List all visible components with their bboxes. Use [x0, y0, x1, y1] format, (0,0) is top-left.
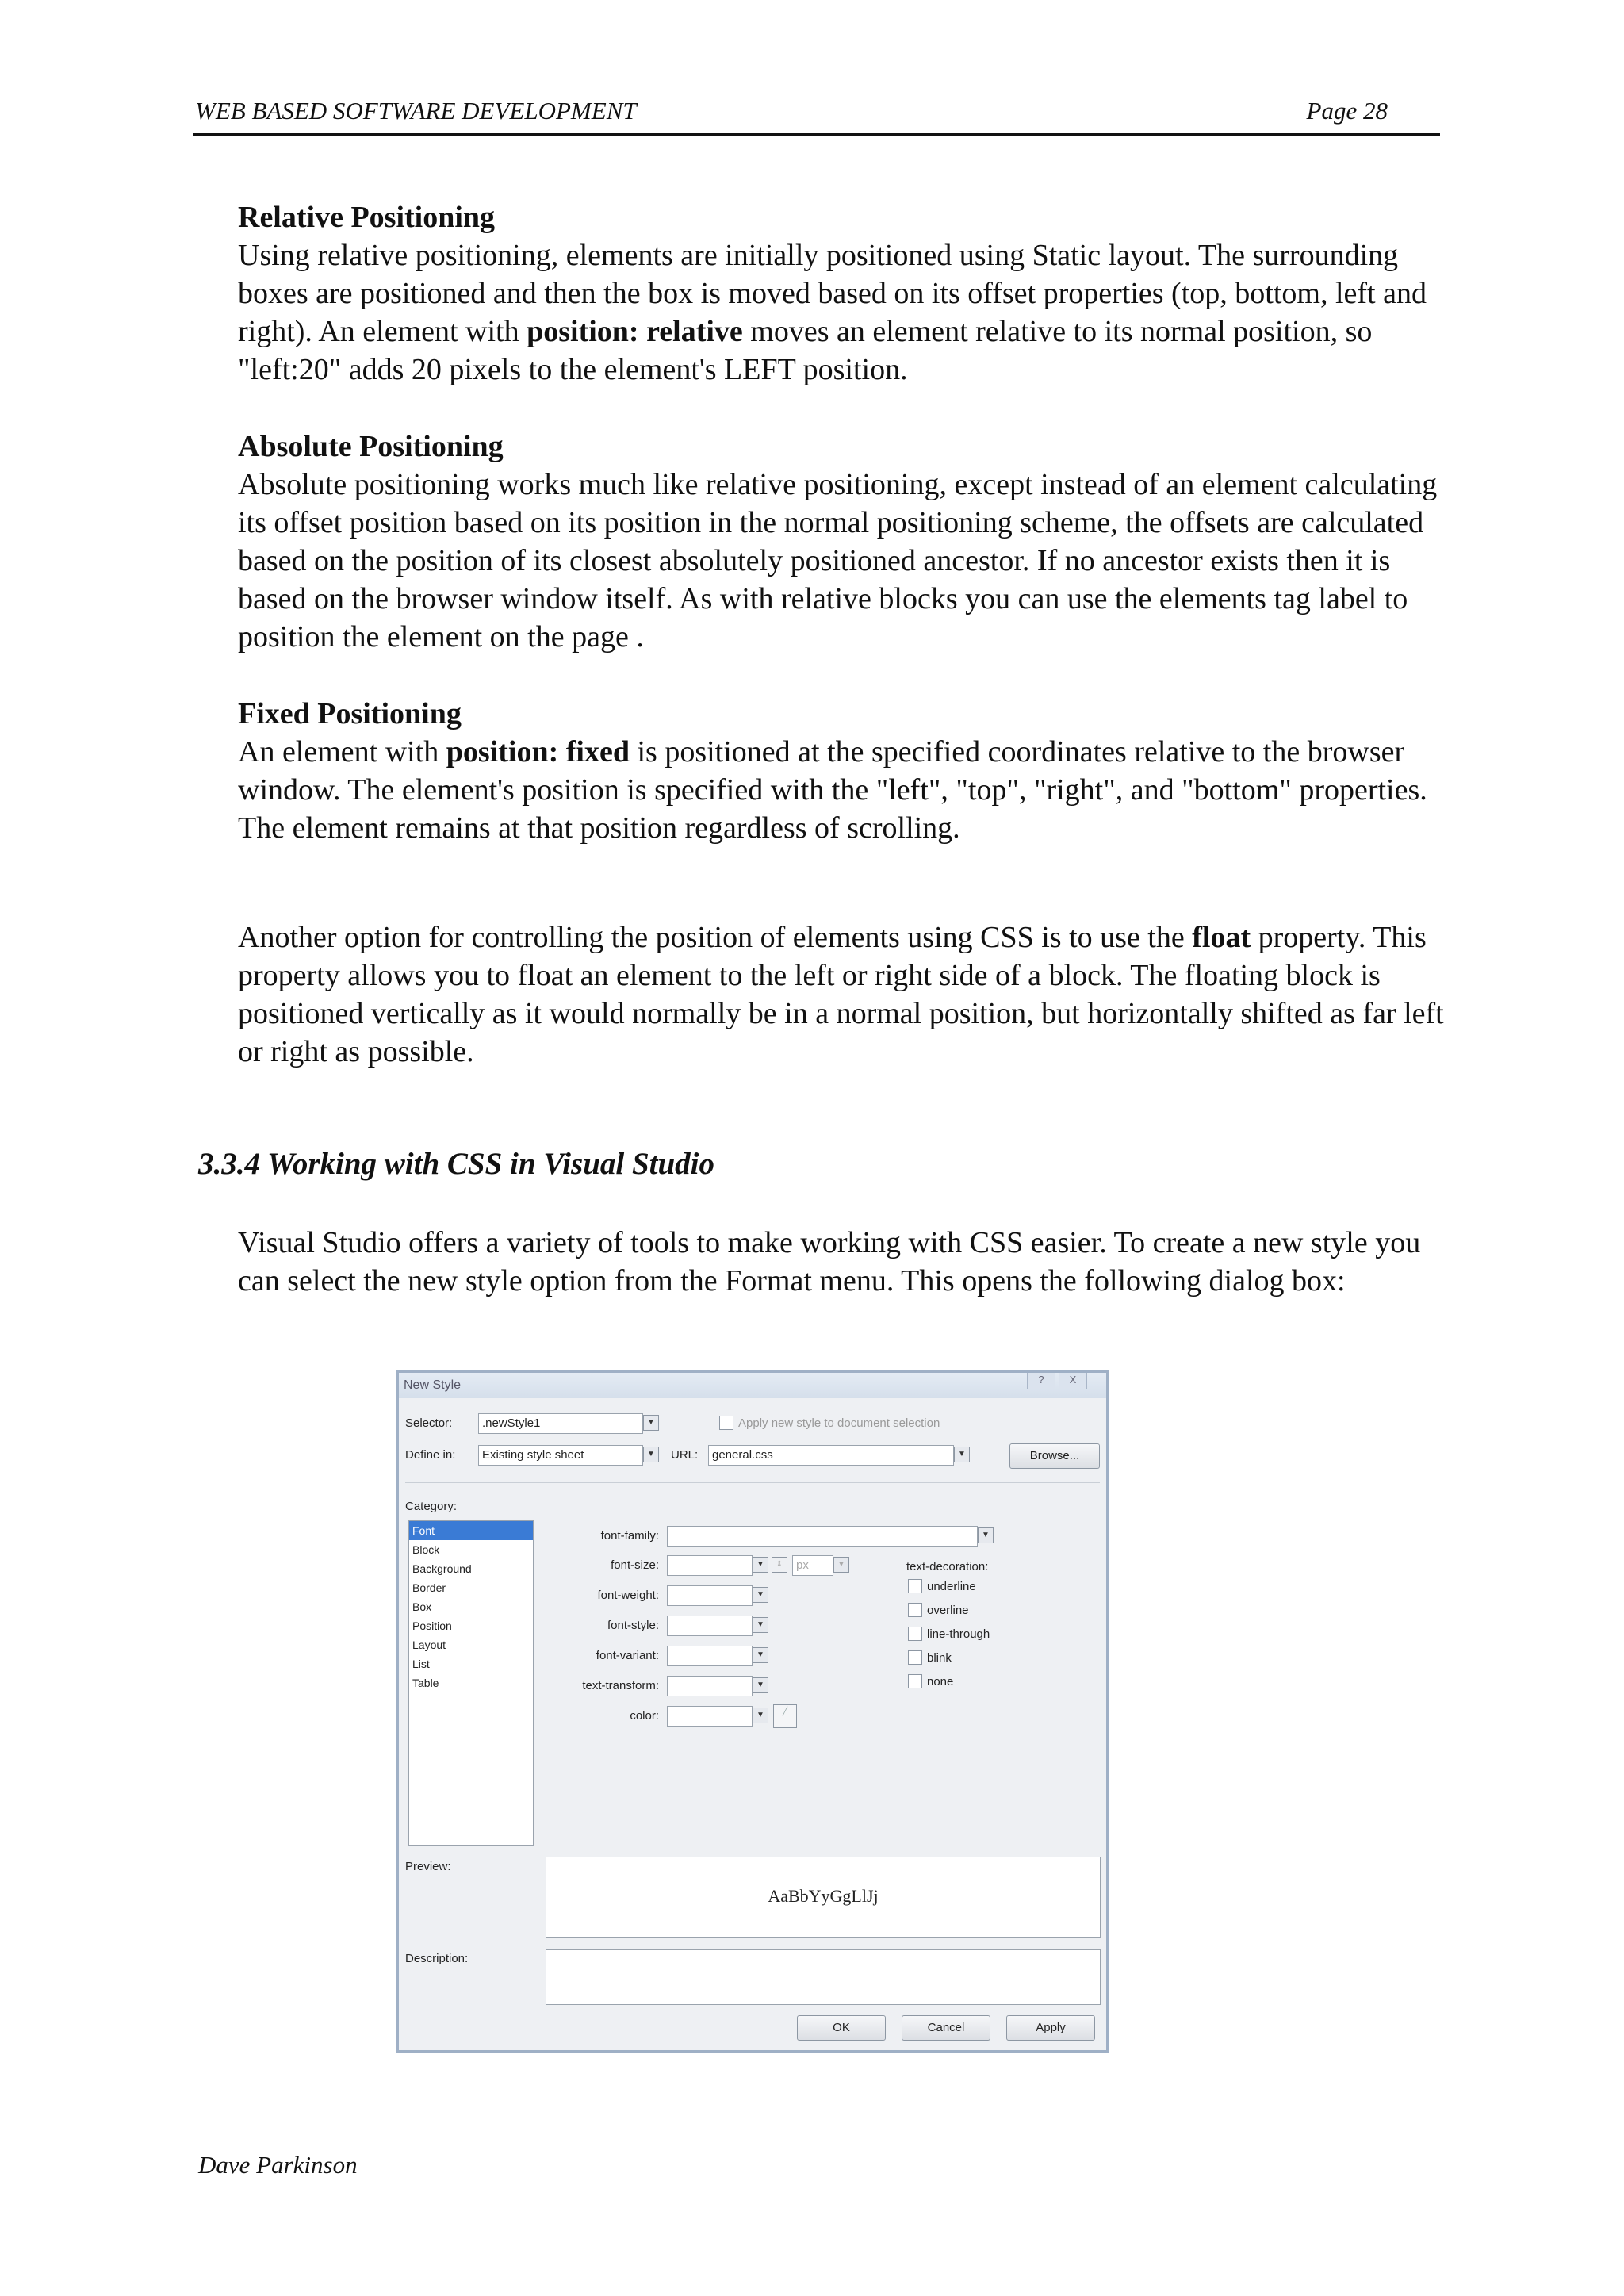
font-size-unit-select[interactable]: px [792, 1555, 833, 1576]
define-in-dropdown-icon[interactable]: ▼ [643, 1447, 659, 1462]
apply-selection-checkbox[interactable] [719, 1416, 733, 1430]
divider [405, 1482, 1100, 1483]
category-item-table[interactable]: Table [412, 1677, 439, 1689]
category-item-position[interactable]: Position [412, 1619, 452, 1632]
browse-button[interactable]: Browse... [1009, 1443, 1100, 1469]
relative-text-1: Using relative positioning, elements are initially positioned using Static layout. The surrounding boxes are positioned and then the box is moved based on its offset properties (top, bottom, left and right). An element with [238, 239, 1427, 348]
section-heading: 3.3.4 Working with CSS in Visual Studio [198, 1147, 715, 1181]
relative-positioning-section [238, 198, 1451, 389]
fixed-paragraph [238, 733, 1451, 847]
preview-box [546, 1857, 1101, 1938]
color-label: color: [630, 1709, 659, 1723]
font-style-dropdown-icon[interactable]: ▼ [753, 1617, 768, 1633]
font-variant-select[interactable] [667, 1646, 753, 1666]
text-decoration-label: text-decoration: [906, 1560, 989, 1573]
none-label: none [927, 1675, 954, 1688]
float-section [238, 918, 1451, 1071]
relative-paragraph [238, 236, 1451, 389]
float-text-2: property. This property allows you to float an element to the left or right side of a block. The floating block is positioned vertically as it would normally be in a normal position, but horizontally shifted as far left or right as possible. [238, 921, 1444, 1068]
category-item-layout[interactable]: Layout [412, 1639, 446, 1651]
text-transform-label: text-transform: [582, 1679, 659, 1692]
font-family-dropdown-icon[interactable]: ▼ [978, 1527, 994, 1543]
fixed-text-1: An element with [238, 735, 446, 769]
font-style-label: font-style: [607, 1619, 659, 1632]
font-family-label: font-family: [600, 1529, 659, 1543]
dialog-titlebar [399, 1373, 1106, 1398]
define-in-select[interactable]: Existing style sheet [478, 1445, 643, 1466]
font-weight-dropdown-icon[interactable]: ▼ [753, 1587, 768, 1603]
color-dropdown-icon[interactable]: ▼ [753, 1708, 768, 1723]
url-label: URL: [671, 1448, 699, 1462]
font-size-input[interactable] [667, 1555, 753, 1576]
font-variant-dropdown-icon[interactable]: ▼ [753, 1647, 768, 1663]
font-family-input[interactable] [667, 1526, 978, 1547]
dialog-title: New Style [404, 1378, 462, 1392]
new-style-dialog [396, 1370, 1109, 2053]
float-paragraph [238, 918, 1451, 1071]
relative-bold: position: relative [527, 315, 743, 348]
selector-dropdown-icon[interactable]: ▼ [643, 1415, 659, 1431]
relative-heading: Relative Positioning [238, 201, 496, 234]
preview-label: Preview: [405, 1860, 451, 1873]
blink-checkbox[interactable] [908, 1650, 922, 1665]
relative-text-2: moves an element relative to its normal position, so "left:20" adds 20 pixels to the element's LEFT position. [238, 315, 1373, 386]
font-variant-label: font-variant: [596, 1649, 659, 1662]
preview-sample-text: AaBbYyGgLlJj [768, 1886, 879, 1906]
intro-section [238, 1224, 1451, 1300]
font-weight-select[interactable] [667, 1585, 753, 1606]
fixed-heading: Fixed Positioning [238, 697, 462, 730]
overline-checkbox[interactable] [908, 1603, 922, 1617]
define-in-label: Define in: [405, 1448, 456, 1462]
color-input[interactable] [667, 1706, 753, 1727]
fixed-bold: position: fixed [446, 735, 630, 769]
text-transform-dropdown-icon[interactable]: ▼ [753, 1677, 768, 1693]
none-checkbox[interactable] [908, 1674, 922, 1688]
category-label: Category: [405, 1500, 458, 1513]
url-input[interactable]: general.css [708, 1445, 954, 1466]
font-weight-label: font-weight: [597, 1589, 659, 1602]
text-transform-select[interactable] [667, 1676, 753, 1696]
color-picker-icon[interactable]: ╱ [773, 1704, 797, 1728]
font-size-spin-icon[interactable]: ⇕ [772, 1557, 787, 1573]
underline-label: underline [927, 1580, 976, 1593]
category-item-background[interactable]: Background [412, 1562, 472, 1575]
line-through-checkbox[interactable] [908, 1627, 922, 1641]
close-icon[interactable]: X [1059, 1373, 1087, 1389]
font-size-dropdown-icon[interactable]: ▼ [753, 1557, 768, 1573]
absolute-heading: Absolute Positioning [238, 430, 504, 463]
underline-checkbox[interactable] [908, 1579, 922, 1593]
float-text-1: Another option for controlling the position of elements using CSS is to use the [238, 921, 1193, 954]
float-bold: float [1192, 921, 1251, 954]
description-label: Description: [405, 1952, 469, 1965]
apply-selection-label: Apply new style to document selection [738, 1416, 940, 1430]
line-through-label: line-through [927, 1627, 990, 1641]
category-item-border[interactable]: Border [412, 1581, 446, 1594]
category-item-block[interactable]: Block [412, 1543, 440, 1556]
overline-label: overline [927, 1604, 969, 1617]
selector-label: Selector: [405, 1416, 453, 1430]
description-box [546, 1949, 1101, 2005]
apply-button[interactable]: Apply [1006, 2015, 1095, 2041]
intro-paragraph: Visual Studio offers a variety of tools to make working with CSS easier. To create a new style you can select the new style option from the Format menu. This opens the following dialog box: [238, 1226, 1421, 1297]
font-size-unit-dropdown-icon[interactable]: ▼ [833, 1557, 849, 1573]
category-list[interactable] [408, 1520, 534, 1846]
running-header [193, 94, 1440, 136]
ok-button[interactable]: OK [797, 2015, 886, 2041]
url-dropdown-icon[interactable]: ▼ [954, 1447, 970, 1462]
category-item-font[interactable]: Font [409, 1521, 533, 1540]
help-icon[interactable]: ? [1027, 1373, 1055, 1389]
fixed-text-2: is positioned at the specified coordinates relative to the browser window. The element's position is specified with the "left", "top", "right", and "bottom" properties. The element remains at that position regardless of scrolling. [238, 735, 1427, 845]
blink-label: blink [927, 1651, 952, 1665]
selector-input[interactable]: .newStyle1 [478, 1413, 643, 1434]
header-title: WEB BASED SOFTWARE DEVELOPMENT [195, 97, 637, 125]
footer-author: Dave Parkinson [198, 2151, 358, 2179]
category-item-list[interactable]: List [412, 1658, 430, 1670]
absolute-paragraph: Absolute positioning works much like relative positioning, except instead of an element calculating its offset position based on its position in the normal positioning scheme, the offsets are calculated based on the position of its closest absolutely positioned ancestor. If no ancestor exists then it is based on the browser window itself. As with relative blocks you can use the elements tag label to position the element on the page . [238, 468, 1438, 654]
font-size-label: font-size: [611, 1558, 659, 1572]
page-number: Page 28 [1306, 97, 1388, 125]
fixed-positioning-section [238, 695, 1451, 847]
cancel-button[interactable]: Cancel [902, 2015, 990, 2041]
absolute-positioning-section [238, 427, 1451, 656]
font-style-select[interactable] [667, 1616, 753, 1636]
category-item-box[interactable]: Box [412, 1600, 432, 1613]
